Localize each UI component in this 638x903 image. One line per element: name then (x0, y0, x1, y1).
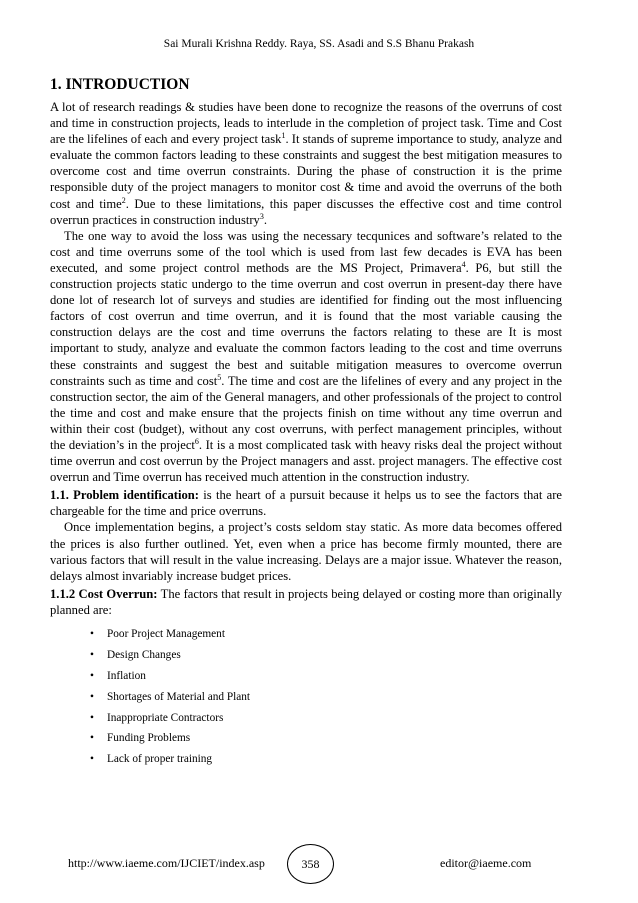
list-item (90, 708, 562, 729)
bullet-icon: • (90, 690, 94, 703)
subsection-heading: 1.1. Problem identification: (50, 488, 199, 503)
list-item (90, 687, 562, 708)
text-segment: A lot of research readings & studies have been done to recognize the reasons of the overruns of cost and time in construction projects, leads to interlude in the completion of project task. Time and Cost are the lifelines of each and every project task (50, 100, 562, 147)
subsection-heading: 1.1.2 Cost Overrun: (50, 586, 158, 601)
text-segment: . Due to these limitations, this paper discusses the effective cost and time control overrun practices in construction industry (50, 196, 562, 227)
intro-paragraph-2 (50, 228, 562, 486)
list-item-text: Inappropriate Contractors (107, 711, 224, 724)
citation-ref: 3 (259, 211, 264, 221)
list-item-text: Poor Project Management (107, 628, 225, 640)
bullet-icon: • (90, 753, 94, 766)
bullet-icon: • (90, 669, 94, 682)
list-item-text: Inflation (107, 669, 146, 682)
citation-ref: 4 (461, 259, 466, 269)
bullet-icon: • (90, 732, 94, 745)
editor-email-link[interactable]: editor@iaeme.com (440, 856, 532, 870)
list-item-text: Funding Problems (107, 732, 191, 745)
text-segment: The factors that result in projects being delayed or costing more than originally planned are: (50, 586, 562, 617)
text-segment: . The time and cost are the lifelines of every and any project in the construction sector, the aim of the General managers, and other professionals of the project to control the time and cost and make ensure that the projects finish on time without any time overrun and within their cost (budget), without any cost overruns, with perfect management principles, without the deviation’s in the project (50, 373, 563, 452)
page-number: 358 (287, 844, 334, 884)
bullet-icon: • (90, 628, 94, 640)
text-segment: . It stands of supreme importance to study, analyze and evaluate the common factors leading to these constraints and suggest the best mitigation measures to overcome cost and time overrun constraints. During the phase of construction it is the prime responsible duty of the project managers to monitor cost & time and avoid the overruns of the both cost and time (50, 132, 562, 211)
citation-ref: 5 (217, 372, 222, 382)
text-segment: The one way to avoid the loss was using the necessary tecqunices and software’s related to the cost and time overruns some of the tool which is used from last few decades is EVA has been executed, and some project control methods are the MS Project, Primavera (50, 228, 562, 275)
bullet-icon: • (90, 648, 94, 661)
intro-paragraph-1 (50, 99, 562, 228)
list-item (90, 749, 562, 770)
section-title: 1. INTRODUCTION (50, 76, 190, 93)
text-segment: is the heart of a pursuit because it helps us to see the factors that are chargeable for the time and price overruns. (50, 488, 563, 519)
intro-paragraph-3: Once implementation begins, a project’s costs seldom stay static. As more data becomes offered the prices is also further outlined. Yet, even when a price has become firmly mounted, there are various factors that will result in the value increasing. Delays are a major issue. Whatever the reason, delays almost invariably increase budget prices. (50, 520, 562, 583)
list-item-text: Shortages of Material and Plant (107, 690, 251, 703)
list-item-text: Lack of proper training (107, 753, 213, 766)
citation-ref: 2 (121, 195, 126, 205)
citation-ref: 1 (281, 131, 286, 140)
page-footer (0, 844, 638, 884)
problem-identification-paragraph (50, 487, 562, 519)
list-item (90, 666, 562, 687)
bullet-icon: • (90, 711, 94, 724)
main-content (50, 76, 562, 770)
text-segment: . P6, but still the construction projects static undergo to the time overrun and cost overrun in present-day there have done lot of research lot of surveys and studies are identified for finding out the most influencing factors of cost overrun and time overrun, and it is found that the most variable causing the construction delays are the cost and time overruns the factors relating to these are It is most important to study, analyze and evaluate the common factors leading to the cost and time overruns these constraints and suggest the best and suitable mitigation measures to overcome overrun constraints such as time and cost (50, 260, 562, 388)
cost-overrun-factor-list (50, 624, 562, 770)
cost-overrun-paragraph (50, 586, 562, 618)
text-segment: . It is a most complicated task with heavy risks deal the project without time overrun and cost overrun by the Project managers and asst. project managers. The effective cost overrun and Time overrun has received much attention in the construction industry. (50, 437, 562, 485)
list-item (90, 645, 562, 666)
list-item-text: Design Changes (107, 648, 181, 661)
citation-ref: 6 (194, 436, 199, 446)
journal-url-link[interactable]: http://www.iaeme.com/IJCIET/index.asp (68, 856, 265, 870)
list-item (90, 624, 562, 645)
running-header-authors: Sai Murali Krishna Reddy. Raya, SS. Asadi and S.S Bhanu Prakash (163, 38, 475, 50)
text-segment: . (263, 212, 267, 227)
list-item (90, 728, 562, 749)
